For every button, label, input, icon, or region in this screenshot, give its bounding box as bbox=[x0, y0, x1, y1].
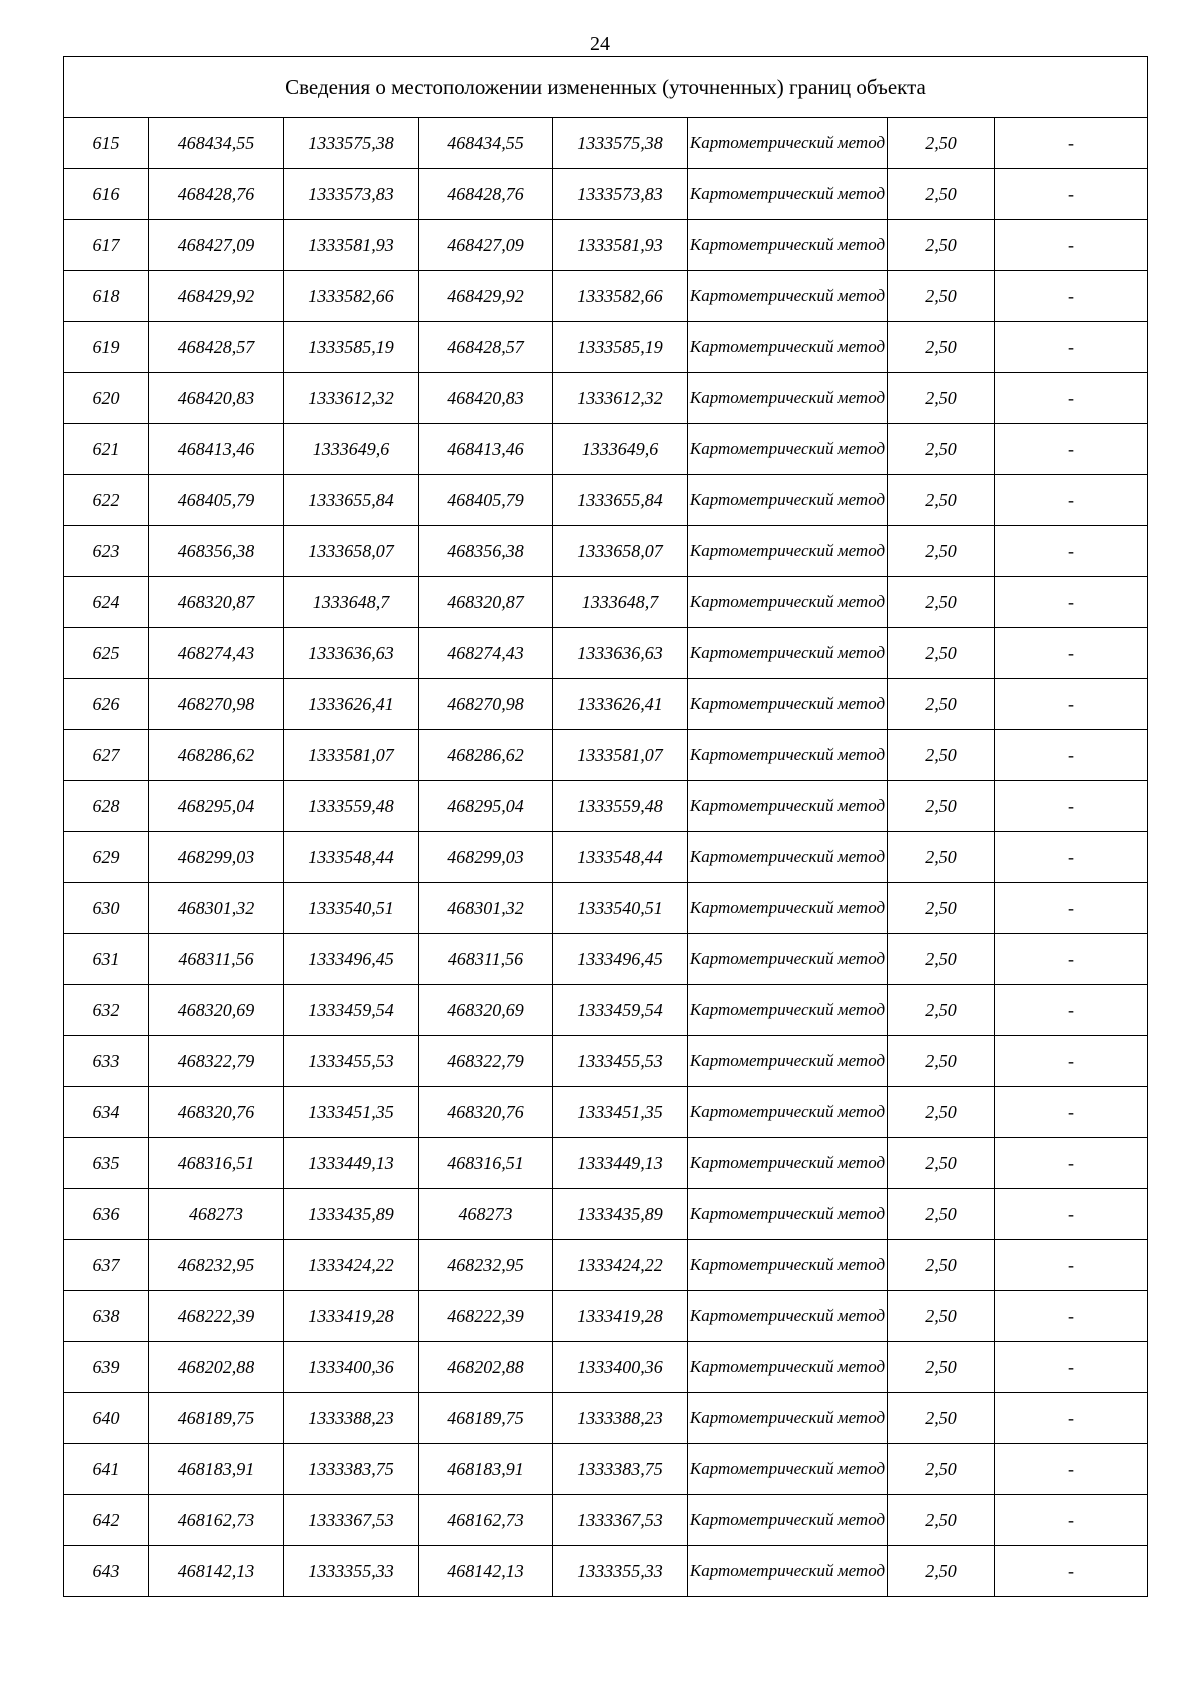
description-cell: - bbox=[995, 118, 1148, 169]
method-cell: Картометрический метод bbox=[688, 1342, 888, 1393]
precision-cell: 2,50 bbox=[888, 1495, 995, 1546]
boundary-coordinates-table bbox=[63, 56, 1148, 1597]
table-row bbox=[64, 730, 1148, 781]
description-cell: - bbox=[995, 322, 1148, 373]
method-cell: Картометрический метод bbox=[688, 1546, 888, 1597]
precision-cell: 2,50 bbox=[888, 679, 995, 730]
table-row bbox=[64, 1240, 1148, 1291]
table-row bbox=[64, 1189, 1148, 1240]
precision-cell: 2,50 bbox=[888, 1444, 995, 1495]
point-number-cell: 627 bbox=[64, 730, 149, 781]
refined-x-cell: 468286,62 bbox=[419, 730, 553, 781]
description-cell: - bbox=[995, 883, 1148, 934]
precision-cell: 2,50 bbox=[888, 730, 995, 781]
description-cell: - bbox=[995, 1189, 1148, 1240]
description-cell: - bbox=[995, 985, 1148, 1036]
method-cell: Картометрический метод bbox=[688, 832, 888, 883]
refined-y-cell: 1333496,45 bbox=[553, 934, 688, 985]
method-cell: Картометрический метод bbox=[688, 1189, 888, 1240]
existing-x-cell: 468320,69 bbox=[149, 985, 284, 1036]
refined-y-cell: 1333573,83 bbox=[553, 169, 688, 220]
existing-y-cell: 1333367,53 bbox=[284, 1495, 419, 1546]
table-row bbox=[64, 1087, 1148, 1138]
refined-x-cell: 468295,04 bbox=[419, 781, 553, 832]
point-number-cell: 618 bbox=[64, 271, 149, 322]
point-number-cell: 617 bbox=[64, 220, 149, 271]
refined-y-cell: 1333419,28 bbox=[553, 1291, 688, 1342]
refined-x-cell: 468434,55 bbox=[419, 118, 553, 169]
point-number-cell: 630 bbox=[64, 883, 149, 934]
table-row bbox=[64, 526, 1148, 577]
description-cell: - bbox=[995, 832, 1148, 883]
precision-cell: 2,50 bbox=[888, 271, 995, 322]
precision-cell: 2,50 bbox=[888, 1036, 995, 1087]
existing-x-cell: 468232,95 bbox=[149, 1240, 284, 1291]
precision-cell: 2,50 bbox=[888, 220, 995, 271]
existing-x-cell: 468299,03 bbox=[149, 832, 284, 883]
method-cell: Картометрический метод bbox=[688, 1444, 888, 1495]
existing-y-cell: 1333559,48 bbox=[284, 781, 419, 832]
description-cell: - bbox=[995, 475, 1148, 526]
method-cell: Картометрический метод bbox=[688, 883, 888, 934]
point-number-cell: 623 bbox=[64, 526, 149, 577]
point-number-cell: 634 bbox=[64, 1087, 149, 1138]
existing-y-cell: 1333400,36 bbox=[284, 1342, 419, 1393]
refined-y-cell: 1333451,35 bbox=[553, 1087, 688, 1138]
table-row bbox=[64, 1291, 1148, 1342]
existing-y-cell: 1333435,89 bbox=[284, 1189, 419, 1240]
refined-x-cell: 468189,75 bbox=[419, 1393, 553, 1444]
existing-y-cell: 1333649,6 bbox=[284, 424, 419, 475]
table-row bbox=[64, 1036, 1148, 1087]
refined-y-cell: 1333581,93 bbox=[553, 220, 688, 271]
method-cell: Картометрический метод bbox=[688, 781, 888, 832]
point-number-cell: 628 bbox=[64, 781, 149, 832]
existing-x-cell: 468202,88 bbox=[149, 1342, 284, 1393]
point-number-cell: 619 bbox=[64, 322, 149, 373]
existing-x-cell: 468405,79 bbox=[149, 475, 284, 526]
precision-cell: 2,50 bbox=[888, 1546, 995, 1597]
refined-x-cell: 468299,03 bbox=[419, 832, 553, 883]
existing-y-cell: 1333451,35 bbox=[284, 1087, 419, 1138]
point-number-cell: 620 bbox=[64, 373, 149, 424]
precision-cell: 2,50 bbox=[888, 1291, 995, 1342]
table-row bbox=[64, 679, 1148, 730]
refined-y-cell: 1333559,48 bbox=[553, 781, 688, 832]
existing-x-cell: 468189,75 bbox=[149, 1393, 284, 1444]
description-cell: - bbox=[995, 271, 1148, 322]
precision-cell: 2,50 bbox=[888, 373, 995, 424]
existing-x-cell: 468320,76 bbox=[149, 1087, 284, 1138]
description-cell: - bbox=[995, 169, 1148, 220]
precision-cell: 2,50 bbox=[888, 1189, 995, 1240]
refined-x-cell: 468405,79 bbox=[419, 475, 553, 526]
method-cell: Картометрический метод bbox=[688, 118, 888, 169]
method-cell: Картометрический метод bbox=[688, 1138, 888, 1189]
existing-x-cell: 468356,38 bbox=[149, 526, 284, 577]
description-cell: - bbox=[995, 730, 1148, 781]
refined-x-cell: 468427,09 bbox=[419, 220, 553, 271]
table-title-row bbox=[64, 57, 1148, 118]
refined-y-cell: 1333400,36 bbox=[553, 1342, 688, 1393]
table-body bbox=[64, 57, 1148, 1597]
description-cell: - bbox=[995, 526, 1148, 577]
existing-y-cell: 1333575,38 bbox=[284, 118, 419, 169]
existing-x-cell: 468301,32 bbox=[149, 883, 284, 934]
refined-y-cell: 1333649,6 bbox=[553, 424, 688, 475]
existing-y-cell: 1333581,07 bbox=[284, 730, 419, 781]
point-number-cell: 633 bbox=[64, 1036, 149, 1087]
existing-y-cell: 1333582,66 bbox=[284, 271, 419, 322]
precision-cell: 2,50 bbox=[888, 577, 995, 628]
description-cell: - bbox=[995, 1087, 1148, 1138]
existing-y-cell: 1333636,63 bbox=[284, 628, 419, 679]
method-cell: Картометрический метод bbox=[688, 1087, 888, 1138]
table-row bbox=[64, 1495, 1148, 1546]
refined-y-cell: 1333449,13 bbox=[553, 1138, 688, 1189]
precision-cell: 2,50 bbox=[888, 832, 995, 883]
method-cell: Картометрический метод bbox=[688, 475, 888, 526]
point-number-cell: 637 bbox=[64, 1240, 149, 1291]
refined-x-cell: 468273 bbox=[419, 1189, 553, 1240]
existing-x-cell: 468222,39 bbox=[149, 1291, 284, 1342]
table-row bbox=[64, 577, 1148, 628]
existing-x-cell: 468413,46 bbox=[149, 424, 284, 475]
existing-x-cell: 468295,04 bbox=[149, 781, 284, 832]
existing-y-cell: 1333388,23 bbox=[284, 1393, 419, 1444]
point-number-cell: 622 bbox=[64, 475, 149, 526]
point-number-cell: 638 bbox=[64, 1291, 149, 1342]
point-number-cell: 636 bbox=[64, 1189, 149, 1240]
refined-x-cell: 468162,73 bbox=[419, 1495, 553, 1546]
precision-cell: 2,50 bbox=[888, 1393, 995, 1444]
table-row bbox=[64, 169, 1148, 220]
precision-cell: 2,50 bbox=[888, 118, 995, 169]
description-cell: - bbox=[995, 424, 1148, 475]
refined-y-cell: 1333582,66 bbox=[553, 271, 688, 322]
description-cell: - bbox=[995, 373, 1148, 424]
existing-x-cell: 468420,83 bbox=[149, 373, 284, 424]
existing-y-cell: 1333459,54 bbox=[284, 985, 419, 1036]
existing-y-cell: 1333648,7 bbox=[284, 577, 419, 628]
point-number-cell: 632 bbox=[64, 985, 149, 1036]
refined-y-cell: 1333455,53 bbox=[553, 1036, 688, 1087]
description-cell: - bbox=[995, 577, 1148, 628]
existing-x-cell: 468286,62 bbox=[149, 730, 284, 781]
table-row bbox=[64, 1393, 1148, 1444]
description-cell: - bbox=[995, 1138, 1148, 1189]
refined-x-cell: 468183,91 bbox=[419, 1444, 553, 1495]
existing-y-cell: 1333355,33 bbox=[284, 1546, 419, 1597]
existing-x-cell: 468316,51 bbox=[149, 1138, 284, 1189]
existing-y-cell: 1333455,53 bbox=[284, 1036, 419, 1087]
description-cell: - bbox=[995, 628, 1148, 679]
description-cell: - bbox=[995, 781, 1148, 832]
table-row bbox=[64, 985, 1148, 1036]
refined-y-cell: 1333424,22 bbox=[553, 1240, 688, 1291]
refined-x-cell: 468142,13 bbox=[419, 1546, 553, 1597]
refined-y-cell: 1333655,84 bbox=[553, 475, 688, 526]
description-cell: - bbox=[995, 1546, 1148, 1597]
existing-y-cell: 1333540,51 bbox=[284, 883, 419, 934]
refined-x-cell: 468316,51 bbox=[419, 1138, 553, 1189]
point-number-cell: 640 bbox=[64, 1393, 149, 1444]
existing-y-cell: 1333449,13 bbox=[284, 1138, 419, 1189]
method-cell: Картометрический метод bbox=[688, 373, 888, 424]
precision-cell: 2,50 bbox=[888, 424, 995, 475]
description-cell: - bbox=[995, 220, 1148, 271]
table-row bbox=[64, 475, 1148, 526]
refined-x-cell: 468270,98 bbox=[419, 679, 553, 730]
table-row bbox=[64, 373, 1148, 424]
method-cell: Картометрический метод bbox=[688, 1495, 888, 1546]
method-cell: Картометрический метод bbox=[688, 271, 888, 322]
description-cell: - bbox=[995, 1495, 1148, 1546]
table-row bbox=[64, 1546, 1148, 1597]
description-cell: - bbox=[995, 1036, 1148, 1087]
method-cell: Картометрический метод bbox=[688, 1393, 888, 1444]
existing-x-cell: 468311,56 bbox=[149, 934, 284, 985]
method-cell: Картометрический метод bbox=[688, 1036, 888, 1087]
refined-y-cell: 1333575,38 bbox=[553, 118, 688, 169]
point-number-cell: 615 bbox=[64, 118, 149, 169]
method-cell: Картометрический метод bbox=[688, 322, 888, 373]
existing-y-cell: 1333573,83 bbox=[284, 169, 419, 220]
precision-cell: 2,50 bbox=[888, 322, 995, 373]
refined-x-cell: 468232,95 bbox=[419, 1240, 553, 1291]
method-cell: Картометрический метод bbox=[688, 985, 888, 1036]
point-number-cell: 631 bbox=[64, 934, 149, 985]
existing-y-cell: 1333612,32 bbox=[284, 373, 419, 424]
description-cell: - bbox=[995, 1291, 1148, 1342]
table-row bbox=[64, 271, 1148, 322]
refined-x-cell: 468320,87 bbox=[419, 577, 553, 628]
point-number-cell: 643 bbox=[64, 1546, 149, 1597]
existing-x-cell: 468273 bbox=[149, 1189, 284, 1240]
refined-x-cell: 468429,92 bbox=[419, 271, 553, 322]
refined-x-cell: 468420,83 bbox=[419, 373, 553, 424]
precision-cell: 2,50 bbox=[888, 475, 995, 526]
point-number-cell: 641 bbox=[64, 1444, 149, 1495]
refined-x-cell: 468413,46 bbox=[419, 424, 553, 475]
refined-x-cell: 468356,38 bbox=[419, 526, 553, 577]
method-cell: Картометрический метод bbox=[688, 934, 888, 985]
refined-y-cell: 1333612,32 bbox=[553, 373, 688, 424]
point-number-cell: 639 bbox=[64, 1342, 149, 1393]
refined-y-cell: 1333540,51 bbox=[553, 883, 688, 934]
refined-x-cell: 468301,32 bbox=[419, 883, 553, 934]
existing-x-cell: 468162,73 bbox=[149, 1495, 284, 1546]
precision-cell: 2,50 bbox=[888, 1240, 995, 1291]
refined-x-cell: 468320,76 bbox=[419, 1087, 553, 1138]
method-cell: Картометрический метод bbox=[688, 577, 888, 628]
precision-cell: 2,50 bbox=[888, 934, 995, 985]
refined-x-cell: 468202,88 bbox=[419, 1342, 553, 1393]
existing-y-cell: 1333383,75 bbox=[284, 1444, 419, 1495]
precision-cell: 2,50 bbox=[888, 628, 995, 679]
table-row bbox=[64, 1444, 1148, 1495]
point-number-cell: 625 bbox=[64, 628, 149, 679]
method-cell: Картометрический метод bbox=[688, 169, 888, 220]
existing-x-cell: 468428,57 bbox=[149, 322, 284, 373]
point-number-cell: 621 bbox=[64, 424, 149, 475]
page-number: 24 bbox=[590, 33, 610, 55]
method-cell: Картометрический метод bbox=[688, 424, 888, 475]
table-row bbox=[64, 628, 1148, 679]
refined-y-cell: 1333383,75 bbox=[553, 1444, 688, 1495]
description-cell: - bbox=[995, 934, 1148, 985]
method-cell: Картометрический метод bbox=[688, 526, 888, 577]
description-cell: - bbox=[995, 1342, 1148, 1393]
method-cell: Картометрический метод bbox=[688, 220, 888, 271]
precision-cell: 2,50 bbox=[888, 883, 995, 934]
point-number-cell: 629 bbox=[64, 832, 149, 883]
refined-y-cell: 1333548,44 bbox=[553, 832, 688, 883]
method-cell: Картометрический метод bbox=[688, 1240, 888, 1291]
existing-y-cell: 1333655,84 bbox=[284, 475, 419, 526]
existing-x-cell: 468142,13 bbox=[149, 1546, 284, 1597]
table-row bbox=[64, 220, 1148, 271]
table-title: Сведения о местоположении измененных (уточненных) границ объекта bbox=[64, 57, 1148, 118]
refined-y-cell: 1333367,53 bbox=[553, 1495, 688, 1546]
description-cell: - bbox=[995, 1393, 1148, 1444]
existing-y-cell: 1333419,28 bbox=[284, 1291, 419, 1342]
existing-y-cell: 1333548,44 bbox=[284, 832, 419, 883]
refined-y-cell: 1333388,23 bbox=[553, 1393, 688, 1444]
refined-y-cell: 1333459,54 bbox=[553, 985, 688, 1036]
precision-cell: 2,50 bbox=[888, 985, 995, 1036]
table-row bbox=[64, 322, 1148, 373]
existing-x-cell: 468320,87 bbox=[149, 577, 284, 628]
point-number-cell: 642 bbox=[64, 1495, 149, 1546]
method-cell: Картометрический метод bbox=[688, 628, 888, 679]
existing-x-cell: 468183,91 bbox=[149, 1444, 284, 1495]
refined-x-cell: 468311,56 bbox=[419, 934, 553, 985]
existing-x-cell: 468322,79 bbox=[149, 1036, 284, 1087]
existing-x-cell: 468428,76 bbox=[149, 169, 284, 220]
refined-x-cell: 468274,43 bbox=[419, 628, 553, 679]
refined-y-cell: 1333581,07 bbox=[553, 730, 688, 781]
point-number-cell: 624 bbox=[64, 577, 149, 628]
existing-x-cell: 468270,98 bbox=[149, 679, 284, 730]
description-cell: - bbox=[995, 679, 1148, 730]
point-number-cell: 635 bbox=[64, 1138, 149, 1189]
description-cell: - bbox=[995, 1240, 1148, 1291]
refined-y-cell: 1333585,19 bbox=[553, 322, 688, 373]
table-row bbox=[64, 424, 1148, 475]
refined-x-cell: 468222,39 bbox=[419, 1291, 553, 1342]
refined-x-cell: 468428,57 bbox=[419, 322, 553, 373]
precision-cell: 2,50 bbox=[888, 526, 995, 577]
precision-cell: 2,50 bbox=[888, 1138, 995, 1189]
refined-x-cell: 468320,69 bbox=[419, 985, 553, 1036]
refined-y-cell: 1333658,07 bbox=[553, 526, 688, 577]
existing-x-cell: 468434,55 bbox=[149, 118, 284, 169]
existing-x-cell: 468429,92 bbox=[149, 271, 284, 322]
table-row bbox=[64, 883, 1148, 934]
method-cell: Картометрический метод bbox=[688, 1291, 888, 1342]
table-row bbox=[64, 934, 1148, 985]
refined-y-cell: 1333636,63 bbox=[553, 628, 688, 679]
table-row bbox=[64, 1138, 1148, 1189]
precision-cell: 2,50 bbox=[888, 781, 995, 832]
existing-y-cell: 1333626,41 bbox=[284, 679, 419, 730]
table-row bbox=[64, 1342, 1148, 1393]
refined-y-cell: 1333355,33 bbox=[553, 1546, 688, 1597]
existing-x-cell: 468427,09 bbox=[149, 220, 284, 271]
method-cell: Картометрический метод bbox=[688, 679, 888, 730]
refined-y-cell: 1333626,41 bbox=[553, 679, 688, 730]
point-number-cell: 626 bbox=[64, 679, 149, 730]
point-number-cell: 616 bbox=[64, 169, 149, 220]
refined-y-cell: 1333435,89 bbox=[553, 1189, 688, 1240]
existing-y-cell: 1333585,19 bbox=[284, 322, 419, 373]
refined-y-cell: 1333648,7 bbox=[553, 577, 688, 628]
existing-y-cell: 1333658,07 bbox=[284, 526, 419, 577]
existing-y-cell: 1333424,22 bbox=[284, 1240, 419, 1291]
existing-y-cell: 1333496,45 bbox=[284, 934, 419, 985]
precision-cell: 2,50 bbox=[888, 1342, 995, 1393]
table-row bbox=[64, 832, 1148, 883]
existing-y-cell: 1333581,93 bbox=[284, 220, 419, 271]
method-cell: Картометрический метод bbox=[688, 730, 888, 781]
table-row bbox=[64, 118, 1148, 169]
refined-x-cell: 468428,76 bbox=[419, 169, 553, 220]
precision-cell: 2,50 bbox=[888, 169, 995, 220]
existing-x-cell: 468274,43 bbox=[149, 628, 284, 679]
refined-x-cell: 468322,79 bbox=[419, 1036, 553, 1087]
precision-cell: 2,50 bbox=[888, 1087, 995, 1138]
description-cell: - bbox=[995, 1444, 1148, 1495]
table-row bbox=[64, 781, 1148, 832]
